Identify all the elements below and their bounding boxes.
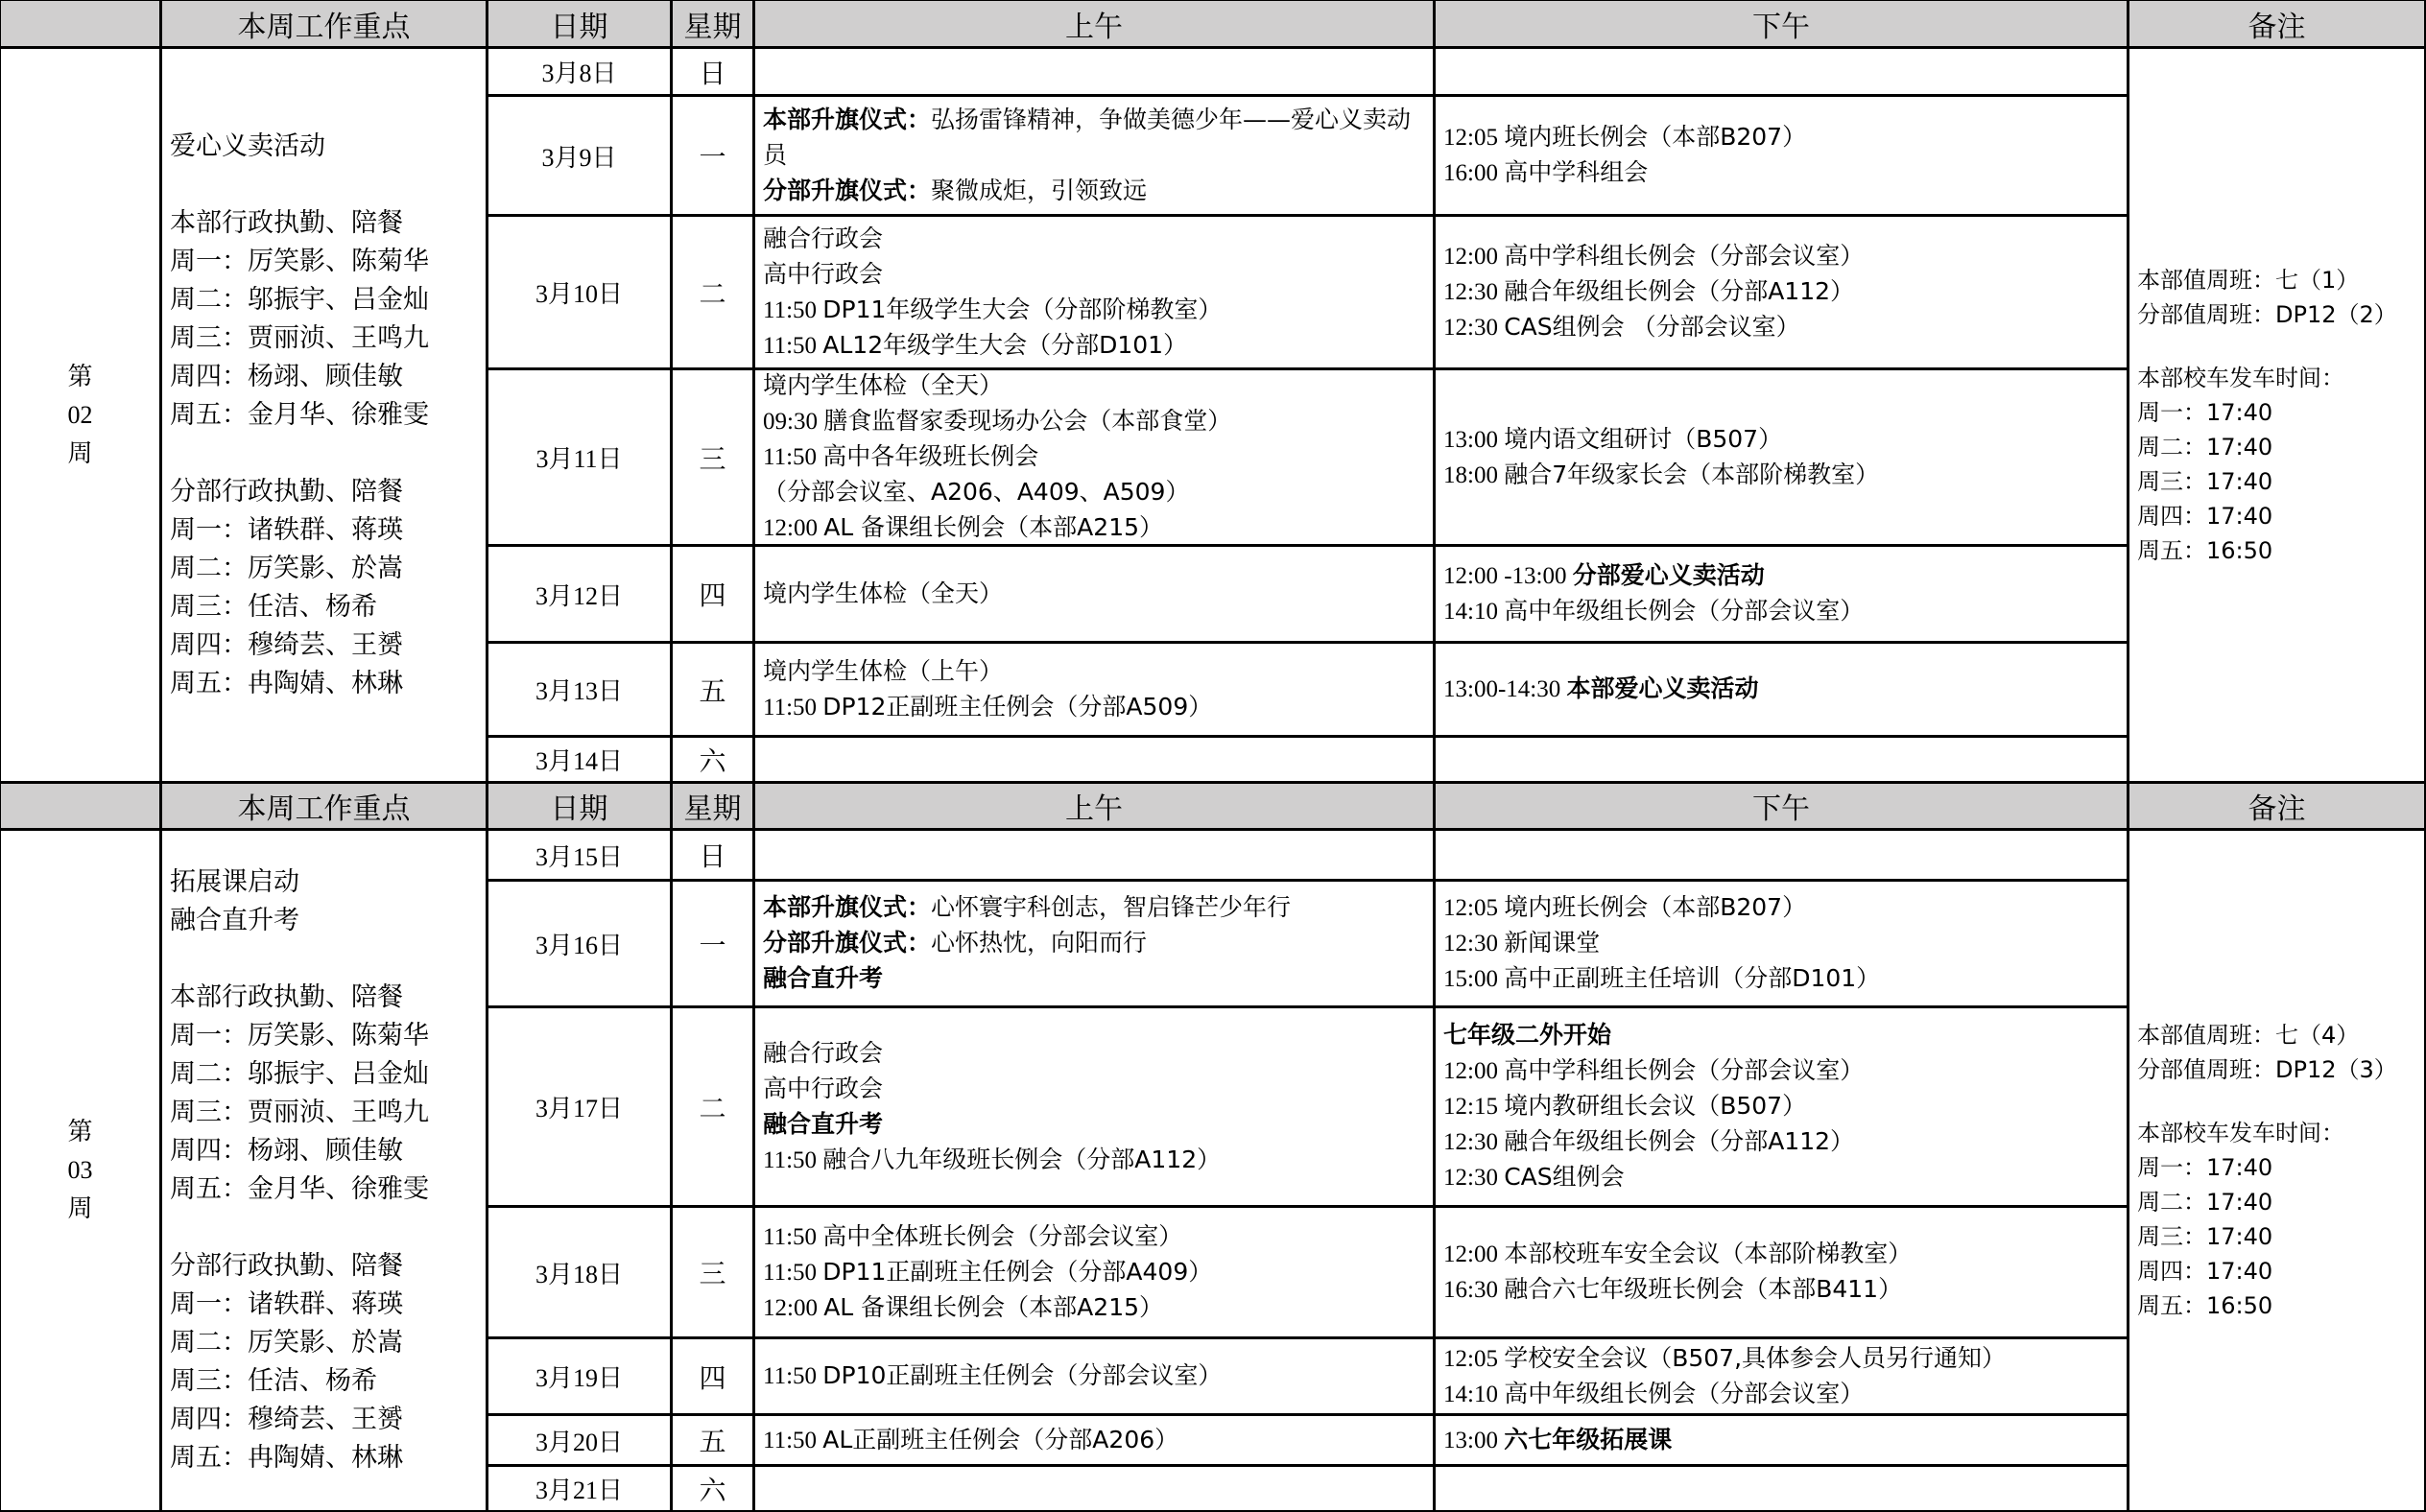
event-line xyxy=(1443,1053,2119,1089)
event-text: 境内班长例会（本部B207） xyxy=(1504,893,1807,921)
event-text: 高中正副班主任培训（分部D101） xyxy=(1504,964,1881,992)
event-time: 11:50 xyxy=(763,1146,818,1173)
event-bold-label: 分部升旗仪式： xyxy=(763,929,932,957)
focus-headline: 拓展课启动 xyxy=(170,867,299,897)
event-line xyxy=(763,961,1425,997)
bus-time-item: 周三：17:40 xyxy=(2137,467,2273,495)
duty-class-main: 本部值周班：七（1） xyxy=(2137,266,2360,294)
event-time: 16:30 xyxy=(1443,1277,1498,1303)
morning-events xyxy=(753,215,1435,369)
event-text: 高中年级组长例会（分部会议室） xyxy=(1504,597,1865,625)
event-line xyxy=(763,654,1425,690)
event-line xyxy=(1443,1089,2119,1124)
header-afternoon: 下午 xyxy=(1434,0,2129,48)
event-text: 心怀热忱，向阳而行 xyxy=(931,929,1148,957)
date-cell: 3月13日 xyxy=(487,642,672,737)
event-bold-label: 本部升旗仪式： xyxy=(763,105,932,133)
date-cell: 3月12日 xyxy=(487,545,672,643)
event-line xyxy=(763,293,1425,328)
event-time: 12:30 xyxy=(1443,1129,1498,1155)
event-line xyxy=(763,1358,1425,1394)
event-time: 16:00 xyxy=(1443,160,1498,186)
event-time: 12:15 xyxy=(1443,1094,1498,1120)
main-duty-title: 本部行政执勤、陪餐 xyxy=(170,207,403,238)
event-time: 12:00 xyxy=(1443,1058,1498,1084)
branch-duty-item: 周三：任洁、杨希 xyxy=(170,1366,377,1396)
event-text: 高中学科组长例会（分部会议室） xyxy=(1504,242,1865,270)
branch-duty-item: 周二：厉笑影、於嵩 xyxy=(170,553,403,583)
event-line xyxy=(1443,310,2119,345)
event-time: 11:50 xyxy=(763,1427,818,1453)
weekday-cell: 五 xyxy=(671,642,754,737)
week-prefix: 第 xyxy=(67,1118,93,1146)
spacer xyxy=(170,940,478,979)
event-line xyxy=(1443,1237,2119,1272)
afternoon-events xyxy=(1434,1337,2129,1415)
event-line xyxy=(763,510,1425,546)
event-line xyxy=(763,890,1425,926)
event-bold-text: 六七年级拓展课 xyxy=(1504,1425,1673,1453)
event-line xyxy=(763,1290,1425,1326)
duty-class-branch: 分部值周班：DP12（2） xyxy=(2137,300,2397,328)
event-time: 09:30 xyxy=(763,409,818,435)
event-text: 融合八九年级班长例会（分部A112） xyxy=(822,1145,1222,1173)
date-cell: 3月19日 xyxy=(487,1337,672,1415)
weekday-cell: 六 xyxy=(671,1465,754,1512)
afternoon-events xyxy=(1434,1414,2129,1466)
event-text: 融合年级组长例会（分部A112） xyxy=(1504,277,1855,305)
focus-headline: 爱心义卖活动 xyxy=(170,130,325,161)
event-time: 12:05 xyxy=(1443,895,1498,921)
event-bold-label: 融合直升考 xyxy=(763,964,884,992)
event-time: 11:50 xyxy=(763,332,818,359)
morning-events xyxy=(753,545,1435,643)
event-time: 12:30 xyxy=(1443,315,1498,341)
event-text: 境内学生体检（全天） xyxy=(763,371,1004,399)
event-time: 11:50 xyxy=(763,444,818,470)
event-line xyxy=(763,1423,1425,1458)
event-text: 高中学科组会 xyxy=(1504,158,1649,186)
event-time: 12:30 xyxy=(1443,1165,1498,1191)
event-line xyxy=(763,1255,1425,1290)
afternoon-events xyxy=(1434,829,2129,881)
main-duty-item: 周三：贾丽浈、王鸣九 xyxy=(170,1098,429,1127)
event-line xyxy=(1443,120,2119,155)
event-line xyxy=(763,328,1425,364)
afternoon-events xyxy=(1434,1465,2129,1512)
event-time: 13:00 xyxy=(1443,426,1498,453)
event-text: （分部会议室、A206、A409、A509） xyxy=(763,478,1190,506)
date-cell: 3月18日 xyxy=(487,1206,672,1338)
event-line xyxy=(763,926,1425,961)
bus-time-item: 周五：16:50 xyxy=(2137,536,2273,564)
branch-duty-title: 分部行政执勤、陪餐 xyxy=(170,476,403,507)
event-line xyxy=(763,1036,1425,1072)
event-line xyxy=(1443,1272,2119,1308)
weekday-cell: 五 xyxy=(671,1414,754,1466)
header-focus: 本周工作重点 xyxy=(160,0,488,48)
event-text: CAS组例会 （分部会议室） xyxy=(1504,313,1800,341)
event-line xyxy=(1443,422,2119,458)
event-text: DP11正副班主任例会（分部A409） xyxy=(822,1257,1213,1286)
afternoon-events xyxy=(1434,95,2129,216)
event-line xyxy=(1443,155,2119,191)
spacer xyxy=(2137,332,2416,361)
event-text: 弘扬雷锋精神，争做美德少年——爱心义卖动员 xyxy=(763,105,1412,169)
week-label xyxy=(0,829,161,1512)
event-time: 14:10 xyxy=(1443,1381,1498,1407)
event-line xyxy=(1443,239,2119,274)
event-line xyxy=(1443,672,2119,707)
header-weekday: 星期 xyxy=(671,782,754,830)
main-duty-item: 周一：厉笑影、陈菊华 xyxy=(170,246,429,276)
event-time: 11:50 xyxy=(763,1259,818,1286)
week-suffix: 周 xyxy=(67,1194,93,1223)
weekday-cell: 日 xyxy=(671,47,754,96)
event-text: AL正副班主任例会（分部A206） xyxy=(822,1425,1179,1453)
morning-events xyxy=(753,1206,1435,1338)
branch-duty-item: 周五：冉陶婧、林琳 xyxy=(170,668,403,698)
morning-events xyxy=(753,1337,1435,1415)
bus-time-item: 周一：17:40 xyxy=(2137,1154,2273,1181)
afternoon-events xyxy=(1434,1006,2129,1207)
branch-duty-item: 周四：穆绮芸、王赟 xyxy=(170,629,403,660)
weekday-cell: 四 xyxy=(671,545,754,643)
afternoon-events xyxy=(1434,642,2129,737)
event-text: 境内学生体检（全天） xyxy=(763,579,1004,607)
event-line xyxy=(763,368,1425,404)
event-time: 12:30 xyxy=(1443,279,1498,305)
event-time: 11:50 xyxy=(763,296,818,323)
branch-duty-title: 分部行政执勤、陪餐 xyxy=(170,1251,403,1281)
header-afternoon: 下午 xyxy=(1434,782,2129,830)
event-line xyxy=(763,257,1425,293)
main-duty-item: 周三：贾丽浈、王鸣九 xyxy=(170,322,429,353)
event-line xyxy=(1443,926,2119,961)
event-line xyxy=(1443,1018,2119,1053)
event-text: 融合行政会 xyxy=(763,1038,884,1067)
event-time: 11:50 xyxy=(763,1363,818,1389)
date-cell: 3月11日 xyxy=(487,368,672,546)
event-text: 聚微成炬，引领致远 xyxy=(931,176,1148,204)
weekday-cell: 四 xyxy=(671,1337,754,1415)
morning-events xyxy=(753,368,1435,546)
event-line xyxy=(1443,1124,2119,1160)
event-line xyxy=(1443,1423,2119,1458)
header-date: 日期 xyxy=(487,782,672,830)
spacer xyxy=(2137,1087,2416,1116)
morning-events xyxy=(753,880,1435,1007)
week-suffix: 周 xyxy=(67,438,93,468)
event-line xyxy=(763,174,1425,209)
bus-time-item: 周四：17:40 xyxy=(2137,502,2273,530)
main-duty-item: 周五：金月华、徐雅雯 xyxy=(170,1174,429,1204)
branch-duty-item: 周二：厉笑影、於嵩 xyxy=(170,1328,403,1358)
spacer xyxy=(170,166,478,204)
header-weekday: 星期 xyxy=(671,0,754,48)
weekday-cell: 一 xyxy=(671,95,754,216)
week-number: 03 xyxy=(67,1156,93,1184)
event-text: CAS组例会 xyxy=(1504,1163,1625,1191)
date-cell: 3月16日 xyxy=(487,880,672,1007)
event-text: 新闻课堂 xyxy=(1504,929,1601,957)
branch-duty-item: 周五：冉陶婧、林琳 xyxy=(170,1443,403,1473)
event-time: 12:00 xyxy=(763,1294,818,1321)
weekday-cell: 一 xyxy=(671,880,754,1007)
afternoon-events xyxy=(1434,736,2129,783)
event-line xyxy=(763,1219,1425,1255)
event-time: 12:05 xyxy=(1443,1345,1498,1372)
morning-events xyxy=(753,829,1435,881)
event-time: 12:00 xyxy=(1443,1241,1498,1267)
weekday-cell: 二 xyxy=(671,215,754,369)
spacer xyxy=(170,1209,478,1247)
event-time: 12:00 xyxy=(1443,244,1498,270)
bus-time-item: 周五：16:50 xyxy=(2137,1292,2273,1319)
week-number: 02 xyxy=(67,400,93,429)
week-prefix: 第 xyxy=(67,362,93,391)
header-notes: 备注 xyxy=(2128,0,2426,48)
event-text: 膳食监督家委现场办公会（本部食堂） xyxy=(823,407,1232,435)
event-text: 高中全体班长例会（分部会议室） xyxy=(822,1221,1183,1250)
bus-time-item: 周二：17:40 xyxy=(2137,433,2273,461)
event-time: 12:05 xyxy=(1443,125,1498,151)
event-bold-label: 七年级二外开始 xyxy=(1443,1021,1612,1049)
event-text: AL 备课组长例会（本部A215） xyxy=(823,513,1164,541)
event-line xyxy=(1443,558,2119,594)
main-duty-item: 周五：金月华、徐雅雯 xyxy=(170,399,429,430)
event-text: 融合行政会 xyxy=(763,224,884,252)
afternoon-events xyxy=(1434,47,2129,96)
date-cell: 3月17日 xyxy=(487,1006,672,1207)
morning-events xyxy=(753,95,1435,216)
morning-events xyxy=(753,1465,1435,1512)
date-cell: 3月20日 xyxy=(487,1414,672,1466)
morning-events xyxy=(753,1006,1435,1207)
event-text: AL 备课组长例会（本部A215） xyxy=(823,1292,1164,1321)
event-time: 11:50 xyxy=(763,694,818,721)
event-text: 高中行政会 xyxy=(763,259,884,288)
main-duty-item: 周一：厉笑影、陈菊华 xyxy=(170,1021,429,1051)
weekday-cell: 三 xyxy=(671,1206,754,1338)
branch-duty-item: 周四：穆绮芸、王赟 xyxy=(170,1405,403,1434)
header-morning: 上午 xyxy=(753,0,1435,48)
event-text: 融合六七年级班长例会（本部B411） xyxy=(1504,1275,1903,1303)
afternoon-events xyxy=(1434,368,2129,546)
date-cell: 3月10日 xyxy=(487,215,672,369)
event-text: 融合年级组长例会（分部A112） xyxy=(1504,1127,1855,1155)
bus-time-item: 周一：17:40 xyxy=(2137,398,2273,426)
afternoon-events xyxy=(1434,215,2129,369)
date-cell: 3月15日 xyxy=(487,829,672,881)
event-time: 11:50 xyxy=(763,1223,818,1250)
header-notes: 备注 xyxy=(2128,782,2426,830)
event-time: 15:00 xyxy=(1443,966,1498,992)
afternoon-events xyxy=(1434,880,2129,1007)
branch-duty-item: 周一：诸轶群、蒋瑛 xyxy=(170,514,403,545)
event-line xyxy=(1443,890,2119,926)
event-line xyxy=(763,404,1425,439)
event-time: 13:00-14:30 xyxy=(1443,676,1561,702)
focus-headline: 融合直升考 xyxy=(170,906,299,935)
header-morning: 上午 xyxy=(753,782,1435,830)
event-text: AL12年级学生大会（分部D101） xyxy=(822,330,1188,359)
event-text: 境内语文组研讨（B507） xyxy=(1504,424,1783,453)
event-text: 境内教研组长会议（B507） xyxy=(1504,1092,1807,1120)
event-text: DP11年级学生大会（分部阶梯教室） xyxy=(822,295,1223,323)
header-date: 日期 xyxy=(487,0,672,48)
bus-schedule-title: 本部校车发车时间： xyxy=(2137,1120,2344,1146)
morning-events xyxy=(753,1414,1435,1466)
event-text: 高中行政会 xyxy=(763,1074,884,1102)
weekly-focus xyxy=(160,829,488,1512)
event-text: DP10正副班主任例会（分部会议室） xyxy=(822,1361,1223,1389)
weekday-cell: 日 xyxy=(671,829,754,881)
main-duty-item: 周二：邬振宇、吕金灿 xyxy=(170,1059,429,1089)
event-line xyxy=(763,222,1425,257)
branch-duty-item: 周一：诸轶群、蒋瑛 xyxy=(170,1289,403,1319)
event-line xyxy=(763,439,1425,475)
event-bold-text: 本部爱心义卖活动 xyxy=(1566,674,1759,702)
event-bold-label: 分部升旗仪式： xyxy=(763,176,932,204)
main-duty-item: 周四：杨翊、顾佳敏 xyxy=(170,361,403,391)
date-cell: 3月8日 xyxy=(487,47,672,96)
event-line xyxy=(1443,1160,2119,1195)
date-cell: 3月9日 xyxy=(487,95,672,216)
date-cell: 3月14日 xyxy=(487,736,672,783)
main-duty-item: 周二：邬振宇、吕金灿 xyxy=(170,284,429,315)
event-line xyxy=(1443,458,2119,493)
event-line xyxy=(763,690,1425,725)
notes-cell xyxy=(2128,47,2426,783)
afternoon-events xyxy=(1434,1206,2129,1338)
event-text: DP12正副班主任例会（分部A509） xyxy=(822,692,1213,721)
event-line xyxy=(763,577,1425,612)
bus-time-item: 周三：17:40 xyxy=(2137,1223,2273,1250)
afternoon-events xyxy=(1434,545,2129,643)
date-cell: 3月21日 xyxy=(487,1465,672,1512)
morning-events xyxy=(753,642,1435,737)
duty-class-branch: 分部值周班：DP12（3） xyxy=(2137,1056,2397,1083)
notes-cell xyxy=(2128,829,2426,1512)
header-week xyxy=(0,782,161,830)
event-line xyxy=(763,103,1425,174)
event-text: 高中各年级班长例会 xyxy=(822,442,1039,470)
event-bold-label: 融合直升考 xyxy=(763,1109,884,1138)
event-line xyxy=(763,1072,1425,1107)
event-time: 12:00 -13:00 xyxy=(1443,563,1567,589)
event-line xyxy=(1443,1341,2119,1377)
weekday-cell: 二 xyxy=(671,1006,754,1207)
event-line xyxy=(1443,594,2119,629)
event-time: 13:00 xyxy=(1443,1427,1498,1453)
event-text: 本部校班车安全会议（本部阶梯教室） xyxy=(1504,1240,1913,1267)
event-line xyxy=(763,1107,1425,1143)
spacer xyxy=(170,435,478,473)
event-bold-label: 本部升旗仪式： xyxy=(763,893,932,921)
weekly-focus xyxy=(160,47,488,783)
event-line xyxy=(1443,961,2119,997)
event-time: 12:30 xyxy=(1443,931,1498,957)
event-text: 融合7年级家长会（本部阶梯教室） xyxy=(1504,460,1880,488)
morning-events xyxy=(753,47,1435,96)
weekday-cell: 六 xyxy=(671,736,754,783)
event-text: 心怀寰宇科创志，智启锋芒少年行 xyxy=(931,893,1292,921)
event-time: 18:00 xyxy=(1443,461,1498,488)
main-duty-item: 周四：杨翊、顾佳敏 xyxy=(170,1136,403,1166)
event-text: 境内班长例会（本部B207） xyxy=(1504,123,1807,151)
event-line xyxy=(1443,274,2119,310)
main-duty-title: 本部行政执勤、陪餐 xyxy=(170,982,403,1012)
event-line xyxy=(763,1143,1425,1178)
bus-time-item: 周四：17:40 xyxy=(2137,1258,2273,1285)
event-bold-text: 分部爱心义卖活动 xyxy=(1572,561,1765,589)
bus-time-item: 周二：17:40 xyxy=(2137,1189,2273,1216)
week-label xyxy=(0,47,161,783)
event-time: 14:10 xyxy=(1443,599,1498,625)
header-focus: 本周工作重点 xyxy=(160,782,488,830)
event-line xyxy=(763,475,1425,510)
morning-events xyxy=(753,736,1435,783)
branch-duty-item: 周三：任洁、杨希 xyxy=(170,591,377,622)
event-text: 学校安全会议（B507,具体参会人员另行通知） xyxy=(1504,1343,2007,1372)
duty-class-main: 本部值周班：七（4） xyxy=(2137,1022,2360,1049)
event-text: 高中年级组长例会（分部会议室） xyxy=(1504,1379,1865,1407)
bus-schedule-title: 本部校车发车时间： xyxy=(2137,364,2344,391)
event-time: 12:00 xyxy=(763,515,818,541)
event-text: 境内学生体检（上午） xyxy=(763,656,1004,685)
event-text: 高中学科组长例会（分部会议室） xyxy=(1504,1056,1865,1084)
header-week xyxy=(0,0,161,48)
event-line xyxy=(1443,1377,2119,1412)
weekday-cell: 三 xyxy=(671,368,754,546)
